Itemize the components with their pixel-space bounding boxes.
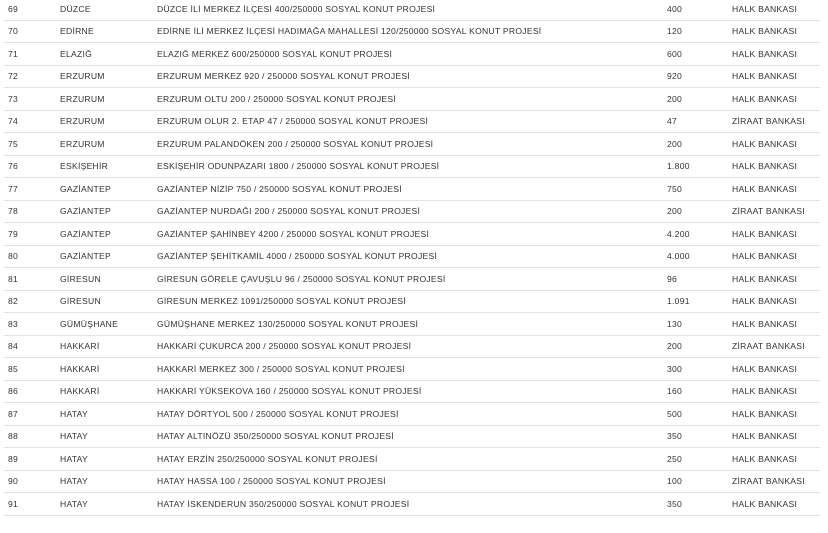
row-number-cell: 80 — [4, 245, 60, 268]
project-name-cell: HATAY ALTINÖZÜ 350/250000 SOSYAL KONUT PROJESİ — [157, 425, 667, 448]
unit-count-cell: 200 — [667, 200, 732, 223]
table-row — [4, 178, 820, 201]
row-number-cell: 91 — [4, 493, 60, 516]
unit-count-cell: 600 — [667, 43, 732, 66]
bank-cell: HALK BANKASI — [732, 88, 820, 111]
project-name-cell: EDİRNE İLİ MERKEZ İLÇESİ HADIMAĞA MAHALLESİ 120/250000 SOSYAL KONUT PROJESİ — [157, 20, 667, 43]
row-number-cell: 72 — [4, 65, 60, 88]
province-cell: GİRESUN — [60, 268, 157, 291]
table-row — [4, 245, 820, 268]
row-number-cell: 70 — [4, 20, 60, 43]
bank-cell: HALK BANKASI — [732, 403, 820, 426]
project-name-cell: HATAY ERZİN 250/250000 SOSYAL KONUT PROJESİ — [157, 448, 667, 471]
row-number-cell: 76 — [4, 155, 60, 178]
project-name-cell: HATAY HASSA 100 / 250000 SOSYAL KONUT PROJESİ — [157, 470, 667, 493]
projects-table-body — [4, 0, 820, 515]
bank-cell: HALK BANKASI — [732, 245, 820, 268]
table-row — [4, 223, 820, 246]
table-row — [4, 493, 820, 516]
table-row — [4, 358, 820, 381]
project-name-cell: GAZİANTEP NİZİP 750 / 250000 SOSYAL KONUT PROJESİ — [157, 178, 667, 201]
table-row — [4, 448, 820, 471]
table-row — [4, 0, 820, 20]
unit-count-cell: 400 — [667, 0, 732, 20]
province-cell: ELAZIĞ — [60, 43, 157, 66]
table-row — [4, 155, 820, 178]
bank-cell: HALK BANKASI — [732, 268, 820, 291]
bank-cell: HALK BANKASI — [732, 65, 820, 88]
row-number-cell: 85 — [4, 358, 60, 381]
unit-count-cell: 4.200 — [667, 223, 732, 246]
unit-count-cell: 1.800 — [667, 155, 732, 178]
project-name-cell: HAKKARİ YÜKSEKOVA 160 / 250000 SOSYAL KONUT PROJESİ — [157, 380, 667, 403]
project-name-cell: HATAY İSKENDERUN 350/250000 SOSYAL KONUT PROJESİ — [157, 493, 667, 516]
province-cell: GAZİANTEP — [60, 200, 157, 223]
table-row — [4, 133, 820, 156]
row-number-cell: 84 — [4, 335, 60, 358]
unit-count-cell: 920 — [667, 65, 732, 88]
unit-count-cell: 47 — [667, 110, 732, 133]
unit-count-cell: 500 — [667, 403, 732, 426]
row-number-cell: 79 — [4, 223, 60, 246]
project-name-cell: DÜZCE İLİ MERKEZ İLÇESİ 400/250000 SOSYAL KONUT PROJESİ — [157, 0, 667, 20]
unit-count-cell: 350 — [667, 493, 732, 516]
bank-cell: HALK BANKASI — [732, 223, 820, 246]
table-row — [4, 65, 820, 88]
province-cell: HATAY — [60, 470, 157, 493]
project-name-cell: HATAY DÖRTYOL 500 / 250000 SOSYAL KONUT PROJESİ — [157, 403, 667, 426]
table-row — [4, 110, 820, 133]
table-row — [4, 20, 820, 43]
project-name-cell: ELAZIĞ MERKEZ 600/250000 SOSYAL KONUT PROJESİ — [157, 43, 667, 66]
province-cell: ERZURUM — [60, 88, 157, 111]
table-row — [4, 290, 820, 313]
project-name-cell: GAZİANTEP NURDAĞI 200 / 250000 SOSYAL KONUT PROJESİ — [157, 200, 667, 223]
project-name-cell: GİRESUN GÖRELE ÇAVUŞLU 96 / 250000 SOSYAL KONUT PROJESİ — [157, 268, 667, 291]
bank-cell: HALK BANKASI — [732, 0, 820, 20]
province-cell: GİRESUN — [60, 290, 157, 313]
row-number-cell: 81 — [4, 268, 60, 291]
project-name-cell: HAKKARİ MERKEZ 300 / 250000 SOSYAL KONUT PROJESİ — [157, 358, 667, 381]
project-name-cell: GİRESUN MERKEZ 1091/250000 SOSYAL KONUT PROJESİ — [157, 290, 667, 313]
unit-count-cell: 4.000 — [667, 245, 732, 268]
unit-count-cell: 100 — [667, 470, 732, 493]
bank-cell: HALK BANKASI — [732, 448, 820, 471]
unit-count-cell: 350 — [667, 425, 732, 448]
province-cell: DÜZCE — [60, 0, 157, 20]
table-row — [4, 200, 820, 223]
row-number-cell: 83 — [4, 313, 60, 336]
project-name-cell: GAZİANTEP ŞAHİNBEY 4200 / 250000 SOSYAL KONUT PROJESİ — [157, 223, 667, 246]
province-cell: HATAY — [60, 425, 157, 448]
unit-count-cell: 130 — [667, 313, 732, 336]
unit-count-cell: 250 — [667, 448, 732, 471]
project-name-cell: ESKİŞEHİR ODUNPAZARI 1800 / 250000 SOSYAL KONUT PROJESİ — [157, 155, 667, 178]
row-number-cell: 78 — [4, 200, 60, 223]
project-name-cell: ERZURUM OLUR 2. ETAP 47 / 250000 SOSYAL KONUT PROJESİ — [157, 110, 667, 133]
row-number-cell: 87 — [4, 403, 60, 426]
unit-count-cell: 160 — [667, 380, 732, 403]
table-row — [4, 43, 820, 66]
row-number-cell: 71 — [4, 43, 60, 66]
bank-cell: HALK BANKASI — [732, 313, 820, 336]
unit-count-cell: 96 — [667, 268, 732, 291]
row-number-cell: 86 — [4, 380, 60, 403]
table-row — [4, 380, 820, 403]
row-number-cell: 89 — [4, 448, 60, 471]
province-cell: HAKKARİ — [60, 335, 157, 358]
province-cell: ERZURUM — [60, 65, 157, 88]
projects-table — [4, 0, 820, 516]
table-row — [4, 470, 820, 493]
bank-cell: ZİRAAT BANKASI — [732, 335, 820, 358]
bank-cell: ZİRAAT BANKASI — [732, 110, 820, 133]
bank-cell: HALK BANKASI — [732, 155, 820, 178]
unit-count-cell: 120 — [667, 20, 732, 43]
bank-cell: HALK BANKASI — [732, 380, 820, 403]
bank-cell: ZİRAAT BANKASI — [732, 200, 820, 223]
province-cell: HAKKARİ — [60, 358, 157, 381]
province-cell: ESKİŞEHİR — [60, 155, 157, 178]
unit-count-cell: 200 — [667, 335, 732, 358]
table-row — [4, 335, 820, 358]
table-row — [4, 425, 820, 448]
bank-cell: HALK BANKASI — [732, 43, 820, 66]
unit-count-cell: 200 — [667, 88, 732, 111]
bank-cell: HALK BANKASI — [732, 133, 820, 156]
table-row — [4, 313, 820, 336]
table-row — [4, 403, 820, 426]
province-cell: HAKKARİ — [60, 380, 157, 403]
bank-cell: HALK BANKASI — [732, 20, 820, 43]
province-cell: EDİRNE — [60, 20, 157, 43]
province-cell: HATAY — [60, 448, 157, 471]
project-name-cell: ERZURUM MERKEZ 920 / 250000 SOSYAL KONUT PROJESİ — [157, 65, 667, 88]
row-number-cell: 90 — [4, 470, 60, 493]
project-name-cell: GÜMÜŞHANE MERKEZ 130/250000 SOSYAL KONUT PROJESİ — [157, 313, 667, 336]
unit-count-cell: 300 — [667, 358, 732, 381]
project-name-cell: ERZURUM OLTU 200 / 250000 SOSYAL KONUT PROJESİ — [157, 88, 667, 111]
unit-count-cell: 1.091 — [667, 290, 732, 313]
bank-cell: HALK BANKASI — [732, 493, 820, 516]
bank-cell: HALK BANKASI — [732, 178, 820, 201]
project-name-cell: ERZURUM PALANDÖKEN 200 / 250000 SOSYAL KONUT PROJESİ — [157, 133, 667, 156]
row-number-cell: 69 — [4, 0, 60, 20]
row-number-cell: 77 — [4, 178, 60, 201]
bank-cell: HALK BANKASI — [732, 290, 820, 313]
province-cell: GAZİANTEP — [60, 223, 157, 246]
province-cell: GAZİANTEP — [60, 245, 157, 268]
row-number-cell: 75 — [4, 133, 60, 156]
project-name-cell: GAZİANTEP ŞEHİTKAMİL 4000 / 250000 SOSYAL KONUT PROJESİ — [157, 245, 667, 268]
row-number-cell: 88 — [4, 425, 60, 448]
bank-cell: HALK BANKASI — [732, 358, 820, 381]
bank-cell: HALK BANKASI — [732, 425, 820, 448]
unit-count-cell: 750 — [667, 178, 732, 201]
table-row — [4, 268, 820, 291]
province-cell: ERZURUM — [60, 110, 157, 133]
table-row — [4, 88, 820, 111]
project-name-cell: HAKKARİ ÇUKURCA 200 / 250000 SOSYAL KONUT PROJESİ — [157, 335, 667, 358]
province-cell: GAZİANTEP — [60, 178, 157, 201]
bank-cell: ZİRAAT BANKASI — [732, 470, 820, 493]
province-cell: GÜMÜŞHANE — [60, 313, 157, 336]
row-number-cell: 73 — [4, 88, 60, 111]
unit-count-cell: 200 — [667, 133, 732, 156]
row-number-cell: 82 — [4, 290, 60, 313]
province-cell: HATAY — [60, 493, 157, 516]
province-cell: ERZURUM — [60, 133, 157, 156]
row-number-cell: 74 — [4, 110, 60, 133]
province-cell: HATAY — [60, 403, 157, 426]
